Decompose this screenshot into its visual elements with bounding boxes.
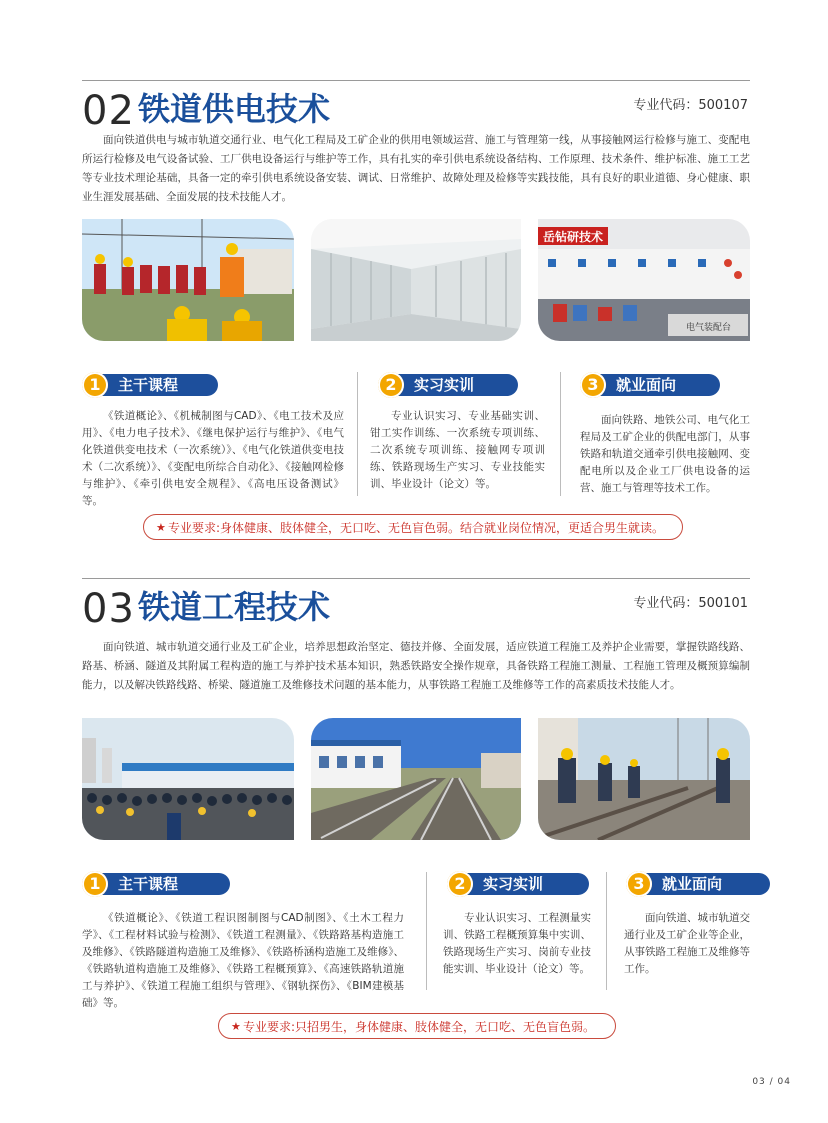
badge-label: 主干课程 xyxy=(100,374,218,396)
column-divider xyxy=(606,872,607,990)
badge-number: 3 xyxy=(626,871,652,897)
workers-line-inspection-photo xyxy=(82,219,294,341)
internship-text: 专业认识实习、专业基础实训、钳工实作训练、一次系统专项训练、二次系统专项训练、接触网专项训练、铁路现场生产实习、专业技能实训、毕业设计（论文）等。 xyxy=(370,410,545,490)
badge-number: 1 xyxy=(82,372,108,398)
section-intro: 面向铁道、城市轨道交通行业及工矿企业，培养思想政治坚定、德技并修、全面发展，适应铁道工程施工及养护企业需要，掌握铁路线路、路基、桥涵、隧道及其附属工程构造的施工与养护技术基本知识，熟悉铁路安全操作规章，具备铁路工程施工测量、工程施工管理及概预算编制能力，以及解决铁路线路、桥梁、隧道施工及维修技术问题的基本能力，从事铁路工程施工及维修等工作的高素质技术技能人才。 xyxy=(82,641,750,691)
admission-requirement xyxy=(143,514,683,540)
badge-label: 就业面向 xyxy=(644,873,770,895)
badge-label: 实习实训 xyxy=(465,873,589,895)
track-maintenance-workers-photo xyxy=(538,718,750,840)
lab-sign-text: 岳钻研技术 xyxy=(543,230,604,244)
badge-label: 实习实训 xyxy=(396,374,518,396)
major-code: 专业代码：500107 xyxy=(633,98,748,113)
badge-label: 主干课程 xyxy=(100,873,230,895)
badge-number: 1 xyxy=(82,871,108,897)
page-number: 03 / 04 xyxy=(752,1077,791,1087)
column-divider xyxy=(357,372,358,496)
section-title: 铁道供电技术 xyxy=(138,90,331,128)
employment-text: 面向铁路、地铁公司、电气化工程局及工矿企业的供配电部门，从事铁路和轨道交通牵引供电接触网、变配电所以及企业工厂供电设备的运营、施工与管理等技术工作。 xyxy=(580,414,750,494)
column-divider xyxy=(560,372,561,496)
major-code: 专业代码：500101 xyxy=(633,596,748,611)
section-number: 02 xyxy=(82,88,135,134)
railway-station-track-photo xyxy=(311,718,521,840)
section-divider xyxy=(82,80,750,81)
section-intro: 面向铁道供电与城市轨道交通行业、电气化工程局及工矿企业的供用电领域运营、施工与管理第一线，从事接触网运行检修与施工、变配电所运行检修及电气设备试验、工厂供电设备运行与维护等工作，具有扎实的牵引供电系统设备结构、工作原理、技术条件、维护标准、施工工艺等专业技术理论基础，具备一定的牵引供电系统设备安装、调试、日常维护、故障处理及检修等实践技能，具有良好的职业道德、身心健康、职业生涯发展基础、全面发展的技术技能人才。 xyxy=(82,134,750,203)
badge-number: 2 xyxy=(378,372,404,398)
substation-cabinets-photo xyxy=(311,219,521,341)
employment-text: 面向铁道、城市轨道交通行业及工矿企业等企业，从事铁路工程施工及维修等工作。 xyxy=(624,912,750,975)
main-courses-text: 《铁道概论》、《铁道工程识图制图与CAD制图》、《土木工程力学》、《工程材料试验与检测》、《铁道工程测量》、《铁路路基构造施工及维修》、《铁路隧道构造施工及维修》、《铁路桥涵构造施工及维修》、《铁路轨道构造施工及维修》、《铁路工程概预算》、《高速铁路轨道施工与养护》、《铁道工程施工组织与管理》、《钢轨探伤》、《BIM建模基础》等。 xyxy=(82,912,404,1009)
column-divider xyxy=(426,872,427,990)
requirement-text: 专业要求:只招男生，身体健康、肢体健全，无口吃、无色盲色弱。 xyxy=(243,1020,596,1034)
section-number: 03 xyxy=(82,586,135,632)
internship-text: 专业认识实习、工程测量实训、铁路工程概预算集中实训、铁路现场生产实习、岗前专业技能实训、毕业设计（论文）等。 xyxy=(443,912,591,975)
training-panel-photo xyxy=(538,219,750,341)
star-icon: ★ xyxy=(156,521,166,534)
requirement-text: 专业要求:身体健康、肢体健全，无口吃、无色盲色弱。结合就业岗位情况，更适合男生就读。 xyxy=(168,521,665,535)
badge-number: 3 xyxy=(580,372,606,398)
section-title: 铁道工程技术 xyxy=(138,588,331,626)
badge-label: 就业面向 xyxy=(598,374,720,396)
badge-number: 2 xyxy=(447,871,473,897)
main-courses-text: 《铁道概论》、《机械制图与CAD》、《电工技术及应用》、《电力电子技术》、《继电保护运行与维护》、《电气化铁道供变电技术（一次系统）》、《电气化铁道供变电技术（二次系统）》、《变配电所综合自动化》、《接触网检修与维护》、《牵引供电安全规程》、《高电压设备测试》等。 xyxy=(82,410,344,507)
admission-requirement xyxy=(218,1013,616,1039)
section-divider xyxy=(82,578,750,579)
panel-label-text: 电气装配台 xyxy=(686,323,732,333)
star-icon: ★ xyxy=(231,1020,241,1033)
assembly-crowd-photo xyxy=(82,718,294,840)
